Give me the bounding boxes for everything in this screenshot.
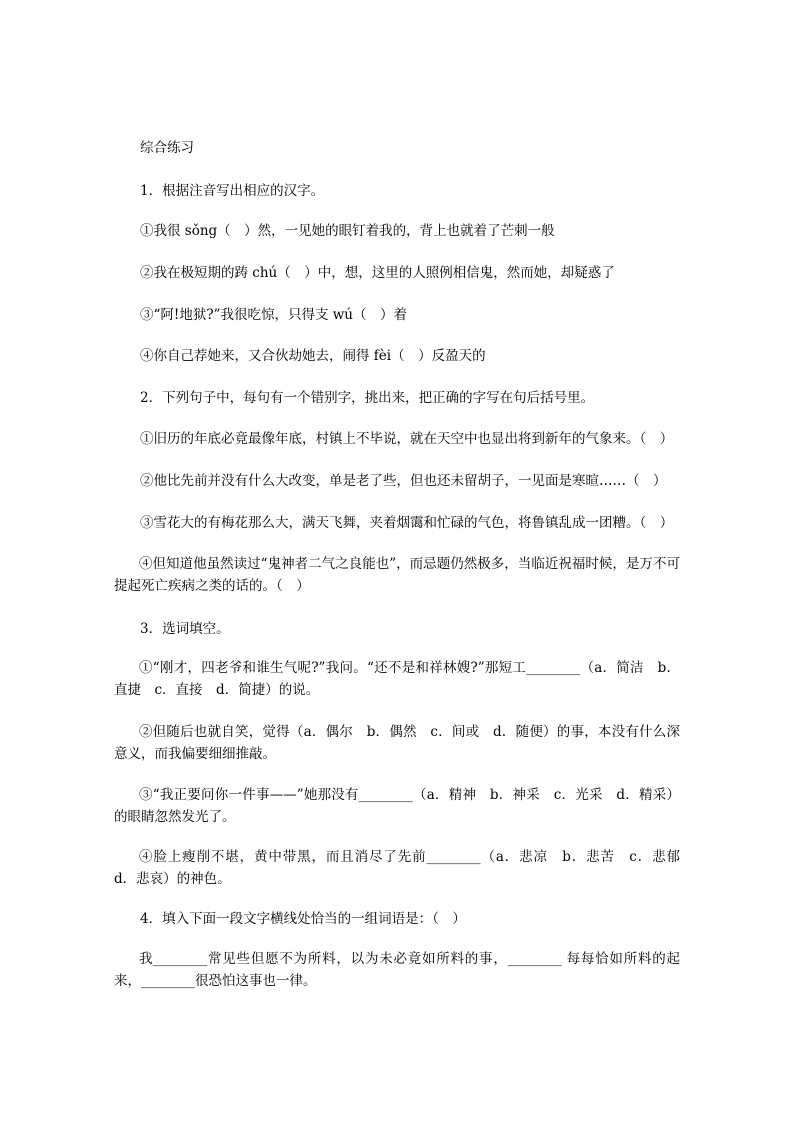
question-4-prompt: 4．填入下面一段文字横线处恰当的一组词语是：（ ） <box>140 911 466 927</box>
question-3-item: ④脸上瘦削不堪，黄中带黑，而且消尽了先前________（a．悲凉 b．悲苦 c．悲郁 d．悲哀）的神色。 <box>114 849 694 887</box>
question-3-item: ①“刚才，四老爷和谁生气呢?”我问。“还不是和祥林嫂?”那短工________（a．简洁 b．直捷 c．直接 d．简捷）的说。 <box>114 660 680 698</box>
question-3-item: ③“我正要问你一件事——”她那没有________（a．精神 b．神采 c．光采 d．精采）的眼睛忽然发光了。 <box>114 787 680 825</box>
question-1-item: ②我在极短期的踌 chú（ ）中，想，这里的人照例相信鬼，然而她，却疑惑了 <box>140 265 615 281</box>
question-2-item: ①旧历的年底必竟最像年底，村镇上不毕说，就在天空中也显出将到新年的气象来。（ ） <box>140 431 674 447</box>
question-1-item: ③“阿!地狱?”我很吃惊，只得支 wú（ ）着 <box>140 307 408 323</box>
question-2-item: ②他比先前并没有什么大改变，单是老了些，但也还未留胡子，一见面是寒暄……（ ） <box>140 473 667 489</box>
question-1-item: ①我很 sǒng（ ）然，一见她的眼钉着我的，背上也就着了芒刺一般 <box>140 223 555 239</box>
question-3-item: ②但随后也就自笑，觉得（a．偶尔 b．偶然 c．间或 d．随便）的事，本没有什么深意义，而我偏要细细推敲。 <box>114 724 680 762</box>
question-3-prompt: 3．选词填空。 <box>140 621 230 637</box>
question-2-item: ③雪花大的有梅花那么大，满天飞舞，夹着烟霭和忙碌的气色，将鲁镇乱成一团糟。（ ） <box>140 515 674 531</box>
question-1-item: ④你自己荐她来，又合伙劫她去，闹得 fèi（ ）反盈天的 <box>140 348 486 364</box>
page-title: 综合练习 <box>140 140 194 156</box>
question-4-passage: 我________常见些但愿不为所料，以为未必竟如所料的事，________ 每每恰如所料的起来，________很恐怕这事也一律。 <box>114 951 680 989</box>
question-2-item: ④但知道他虽然读过“鬼神者二气之良能也”，而忌题仍然极多，当临近祝福时候，是万不可提起死亡疾病之类的话的。（ ） <box>114 556 680 594</box>
question-1-prompt: 1．根据注音写出相应的汉字。 <box>140 183 325 199</box>
question-2-prompt: 2．下列句子中，每句有一个错别字，挑出来，把正确的字写在句后括号里。 <box>140 390 595 406</box>
